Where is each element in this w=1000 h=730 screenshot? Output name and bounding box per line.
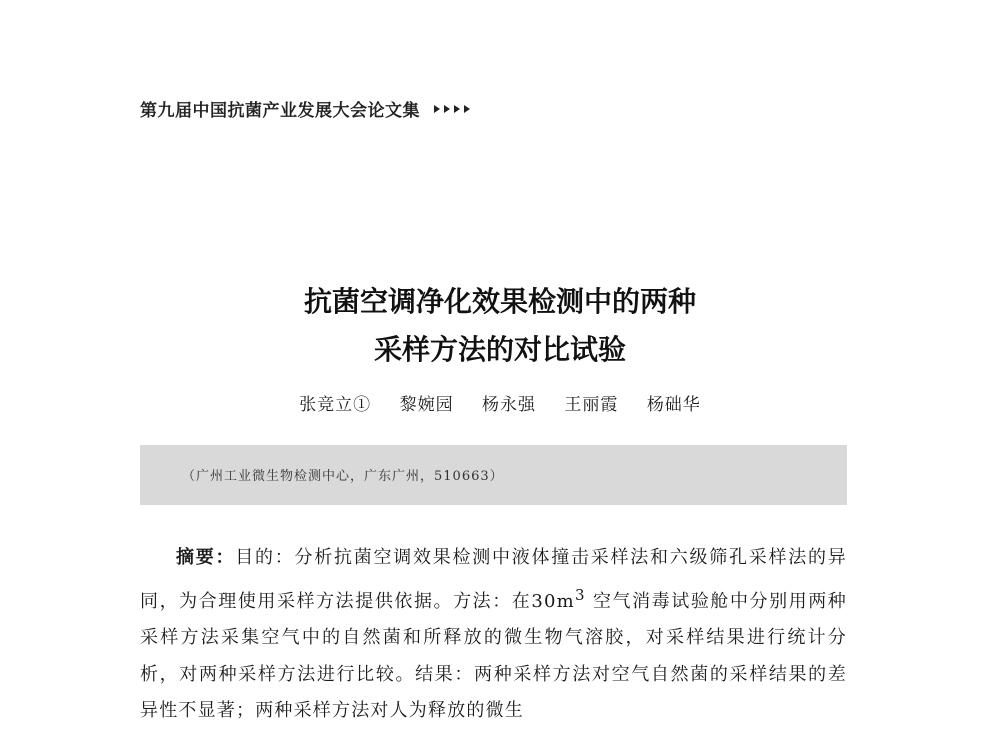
paper-title-line-1: 抗菌空调净化效果检测中的两种 [303,285,696,318]
abstract-text-part-1: 目的：分析抗菌空调效果检测中液体撞击采样法和六级筛孔采样法的异同，为合理使用采样方法提供依据。方法：在30m [140,547,847,612]
author-4: 王丽霞 [564,395,619,415]
author-2: 黎婉园 [399,395,454,415]
abstract [140,540,847,730]
paper-title [0,278,1000,374]
paper-title-line-2: 采样方法的对比试验 [373,333,626,366]
abstract-text-part-2: 空气消毒试验舱中分别用两种采样方法采集空气中的自然菌和所释放的微生物气溶胶，对采样结果进行统计分析，对两种采样方法进行比较。结果：两种采样方法对空气自然菌的采样结果的差异性不显著；两种采样方法对人为释放的微生 [140,590,847,722]
arrows-icon [434,105,470,113]
affiliation-box [140,445,847,505]
abstract-label: 摘要： [176,547,236,568]
author-list [0,390,1000,415]
abstract-unit-superscript: 3 [574,585,586,604]
author-5: 杨础华 [646,395,701,415]
affiliation-text: （广州工业微生物检测中心，广东广州，510663） [182,469,504,484]
running-header-title: 第九届中国抗菌产业发展大会论文集 [140,101,420,121]
running-header [140,96,470,121]
author-3: 杨永强 [482,395,536,415]
author-1: 张竞立① [299,395,372,415]
abstract-paragraph [140,540,847,730]
